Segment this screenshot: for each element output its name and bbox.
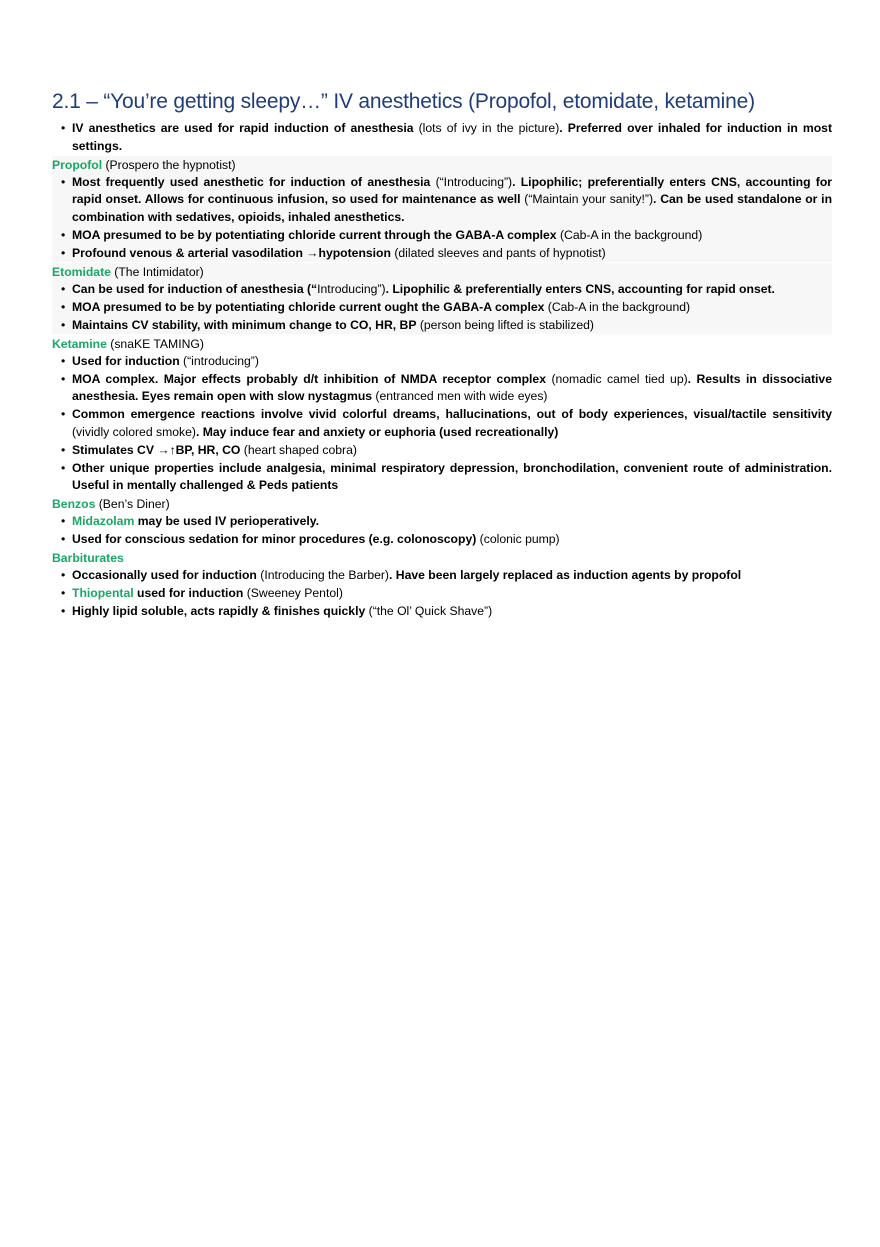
ketamine-b4-note: (heart shaped cobra): [240, 442, 357, 457]
etomidate-heading: [52, 263, 832, 281]
benzos-bullet-1: [52, 513, 832, 531]
intro-bold-1: IV anesthetics are used for rapid induction of anesthesia: [72, 121, 414, 135]
midazolam-term: Midazolam: [72, 514, 135, 528]
intro-bold-2: . Preferred over inhaled for induction in most settings.: [72, 121, 833, 153]
etomidate-b3-bold: Maintains CV stability, with minimum change to CO, HR, BP: [72, 317, 417, 332]
ketamine-name: Ketamine: [52, 336, 107, 351]
ketamine-bullet-4: [52, 442, 832, 460]
ketamine-b1-bold: Used for induction: [72, 353, 180, 368]
propofol-b2-bold: MOA presumed to be by potentiating chloride current through the GABA-A complex: [72, 227, 557, 242]
ketamine-b2-note-1: (nomadic camel tied up): [546, 371, 688, 386]
barbiturates-bullet-3: [52, 603, 832, 621]
notes-body: [52, 120, 832, 621]
propofol-mnemonic: (Prospero the hypnotist): [102, 157, 236, 172]
barb-b3-bold: Highly lipid soluble, acts rapidly & finishes quickly: [72, 604, 366, 618]
barb-b2-bold: used for induction: [133, 586, 244, 600]
etomidate-b1-note: Introducing”): [317, 281, 386, 296]
etomidate-b3-note: (person being lifted is stabilized): [416, 317, 594, 332]
etomidate-bullet-2: [52, 299, 832, 317]
ketamine-b2-note-2: (entranced men with wide eyes): [372, 389, 548, 403]
ketamine-b2-bold-1: MOA complex. Major effects probably d/t inhibition of NMDA receptor complex: [72, 371, 546, 386]
ketamine-bullet-2: [52, 371, 832, 406]
ketamine-b5-bold: Other unique properties include analgesia, minimal respiratory depression, bronchodilation, convenient route of administration. Useful in mentally challenged & Peds patients: [72, 460, 832, 492]
barb-b1-bold-2: . Have been largely replaced as induction agents by propofol: [389, 568, 742, 582]
barbiturates-section: [52, 549, 832, 621]
etomidate-bullet-3: [52, 317, 832, 335]
benzos-b1-bold: may be used IV perioperatively.: [134, 514, 320, 528]
benzos-bullet-2: [52, 531, 832, 549]
barbiturates-heading: [52, 549, 832, 567]
ketamine-section: [52, 335, 832, 495]
ketamine-b3-bold-1: Common emergence reactions involve vivid colorful dreams, hallucinations, out of body experiences, visual/tactile sensitivity: [72, 407, 832, 421]
propofol-b1-note-1: (“Introducing”): [430, 174, 513, 189]
barb-b1-bold-1: Occasionally used for induction: [72, 568, 257, 582]
barbiturates-bullet-1: [52, 567, 832, 585]
ketamine-bullet-3: [52, 406, 832, 441]
benzos-section: [52, 495, 832, 549]
benzos-heading: [52, 495, 832, 513]
benzos-name: Benzos: [52, 497, 96, 511]
ketamine-bullet-1: [52, 353, 832, 371]
etomidate-b1-bold-1: Can be used for induction of anesthesia (“: [72, 281, 318, 296]
barbiturates-name: Barbiturates: [52, 551, 124, 565]
propofol-b1-note-2: (“Maintain your sanity!”): [520, 192, 654, 206]
propofol-b3-note: (dilated sleeves and pants of hypnotist): [390, 245, 606, 260]
etomidate-b2-note: (Cab-A in the background): [544, 299, 691, 314]
ketamine-b2-bold-2: . Results in dissociative anesthesia. Eyes remain open with slow nystagmus: [72, 371, 832, 403]
propofol-b1-bold-3: . Can be used standalone or in combination with sedatives, opioids, inhaled anesthetics.: [72, 192, 833, 224]
propofol-heading: [0, 156, 832, 174]
propofol-b2-note: (Cab-A in the background): [556, 227, 703, 242]
barb-b1-note: (Introducing the Barber): [256, 568, 389, 582]
benzos-b2-note: (colonic pump): [476, 532, 560, 546]
ketamine-b1-note: (“introducing”): [179, 353, 259, 368]
etomidate-name: Etomidate: [52, 264, 111, 279]
etomidate-b2-bold: MOA presumed to be by potentiating chloride current ought the GABA-A complex: [72, 299, 545, 314]
propofol-name: Propofol: [52, 157, 103, 172]
propofol-section: [52, 156, 832, 263]
benzos-mnemonic: (Ben’s Diner): [95, 497, 170, 511]
propofol-b1-bold-2: . Lipophilic; preferentially enters CNS, accounting for rapid onset. Allows for continuous infusion, so used for maintenance as well: [72, 174, 833, 206]
propofol-b3-bold: Profound venous & arterial vasodilation →hypotension: [72, 245, 391, 260]
thiopental-term: Thiopental: [72, 586, 134, 600]
propofol-bullet-3: [52, 245, 832, 263]
propofol-bullet-1: [52, 174, 832, 227]
intro-bullet: [52, 120, 832, 155]
ketamine-heading: [52, 335, 832, 353]
etomidate-b1-bold-2: . Lipophilic & preferentially enters CNS, accounting for rapid onset.: [385, 281, 775, 296]
barbiturates-bullet-2: [52, 585, 832, 603]
ketamine-mnemonic: (snaKE TAMING): [106, 336, 204, 351]
ketamine-b3-note: (vividly colored smoke): [72, 424, 196, 439]
propofol-bullet-2: [52, 227, 832, 245]
ketamine-b4-bold: Stimulates CV →↑BP, HR, CO: [72, 442, 241, 457]
benzos-b2-bold: Used for conscious sedation for minor procedures (e.g. colonoscopy): [72, 532, 477, 546]
etomidate-mnemonic: (The Intimidator): [110, 264, 204, 279]
barb-b2-note: (Sweeney Pentol): [243, 586, 343, 600]
barb-b3-note: (“the Ol’ Quick Shave”): [365, 604, 493, 618]
ketamine-b3-bold-2: . May induce fear and anxiety or euphoria (used recreationally): [195, 424, 559, 439]
etomidate-bullet-1: [52, 281, 832, 299]
page-title: 2.1 – “You’re getting sleepy…” IV anesthetics (Propofol, etomidate, ketamine): [52, 90, 755, 113]
propofol-b1-bold-1: Most frequently used anesthetic for induction of anesthesia: [72, 174, 431, 189]
etomidate-section: [52, 263, 832, 335]
ketamine-bullet-5: [52, 460, 832, 495]
intro-note-1: (lots of ivy in the picture): [413, 121, 560, 135]
